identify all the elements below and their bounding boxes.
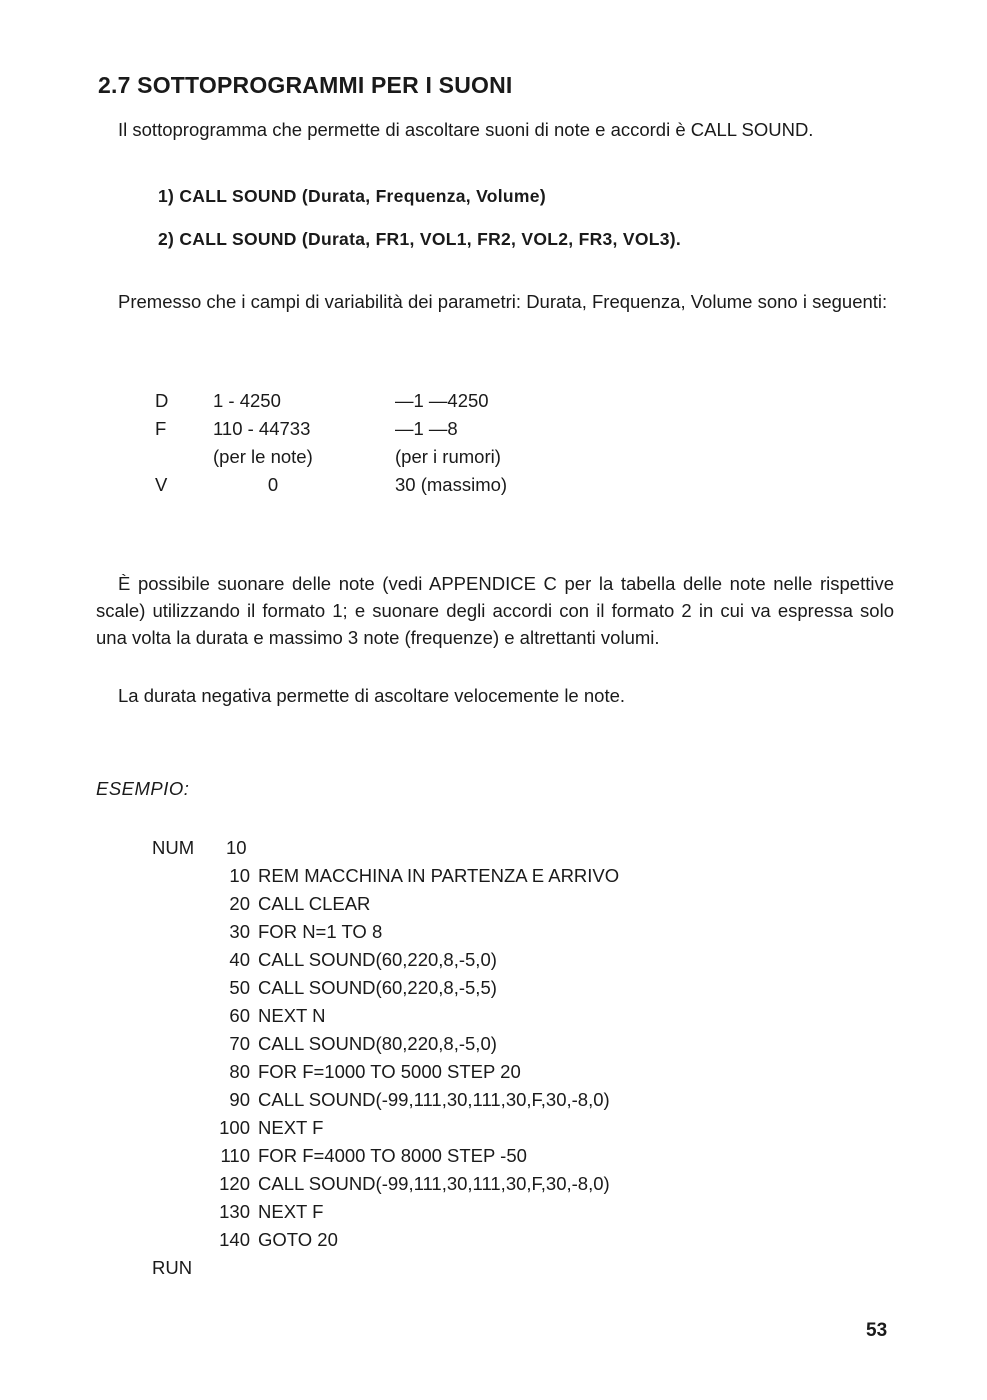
- code-line: [152, 1058, 712, 1086]
- formula-1: 1) CALL SOUND (Durata, Frequenza, Volume): [158, 186, 546, 206]
- line-statement: GOTO 20: [258, 1229, 338, 1250]
- code-line: [152, 862, 712, 890]
- code-line: [152, 1002, 712, 1030]
- line-number: 90: [229, 1089, 250, 1110]
- code-line: [152, 1226, 712, 1254]
- num-command: NUM: [152, 837, 195, 858]
- code-line: [152, 1198, 712, 1226]
- line-number: 20: [229, 893, 250, 914]
- line-number: 140: [219, 1229, 250, 1250]
- line-number: 40: [229, 949, 250, 970]
- range-row: [155, 387, 675, 415]
- intro-paragraph: Il sottoprogramma che permette di ascoltare suoni di note e accordi è CALL SOUND.: [118, 119, 814, 140]
- code-line: [152, 1114, 712, 1142]
- line-number: 80: [229, 1061, 250, 1082]
- range-row: [155, 471, 675, 499]
- range-positive: (per le note): [213, 446, 313, 467]
- line-number: 100: [219, 1117, 250, 1138]
- range-label: V: [155, 474, 168, 495]
- line-statement: CALL SOUND(60,220,8,-5,5): [258, 977, 497, 998]
- line-statement: CALL SOUND(-99,111,30,111,30,F,30,-8,0): [258, 1089, 610, 1110]
- line-number: 60: [229, 1005, 250, 1026]
- range-row: [155, 415, 675, 443]
- line-statement: CALL SOUND(80,220,8,-5,0): [258, 1033, 497, 1054]
- code-lines: [152, 862, 712, 1254]
- code-listing: [152, 834, 712, 1282]
- range-positive: 110 - 44733: [213, 418, 311, 439]
- range-positive: 1 - 4250: [213, 390, 281, 411]
- code-line: [152, 946, 712, 974]
- code-line: [152, 1030, 712, 1058]
- body-paragraph: La durata negativa permette di ascoltare velocemente le note.: [118, 685, 626, 706]
- code-line: [152, 890, 712, 918]
- formula-2: 2) CALL SOUND (Durata, FR1, VOL1, FR2, VOL2, FR3, VOL3).: [158, 229, 682, 249]
- range-label: D: [155, 390, 169, 411]
- section-heading: 2.7 SOTTOPROGRAMMI PER I SUONI: [98, 72, 513, 98]
- line-number: 50: [229, 977, 250, 998]
- num-value: 10: [226, 837, 247, 858]
- code-line: [152, 974, 712, 1002]
- range-label: F: [155, 418, 167, 439]
- line-statement: CALL SOUND(60,220,8,-5,0): [258, 949, 497, 970]
- line-number: 130: [219, 1201, 250, 1222]
- run-command: RUN: [152, 1257, 193, 1278]
- code-line: [152, 1086, 712, 1114]
- range-negative: —1 —4250: [395, 390, 489, 411]
- premise-paragraph: Premesso che i campi di variabilità dei parametri: Durata, Frequenza, Volume sono i seguenti:: [118, 291, 888, 312]
- code-line: [152, 918, 712, 946]
- line-statement: REM MACCHINA IN PARTENZA E ARRIVO: [258, 865, 620, 886]
- range-positive: 0: [267, 474, 279, 495]
- parameter-ranges-table: [155, 387, 675, 499]
- line-number: 110: [220, 1145, 250, 1166]
- line-statement: NEXT N: [258, 1005, 326, 1026]
- code-line: [152, 1254, 712, 1282]
- line-number: 70: [229, 1033, 250, 1054]
- example-label: ESEMPIO:: [96, 778, 190, 799]
- body-paragraph: È possibile suonare delle note (vedi APPENDICE C per la tabella delle note nelle rispettive scale) utilizzando il formato 1; e suonare degli accordi con il formato 2 in cui va espressa solo una volta la durata e massimo 3 note (frequenze) e altrettanti volumi.: [96, 573, 894, 648]
- line-statement: FOR N=1 TO 8: [258, 921, 383, 942]
- line-number: 30: [229, 921, 250, 942]
- line-statement: FOR F=4000 TO 8000 STEP -50: [258, 1145, 527, 1166]
- line-statement: CALL CLEAR: [258, 893, 371, 914]
- code-line: [152, 834, 712, 862]
- code-line: [152, 1170, 712, 1198]
- line-statement: FOR F=1000 TO 5000 STEP 20: [258, 1061, 521, 1082]
- line-number: 120: [219, 1173, 250, 1194]
- code-line: [152, 1142, 712, 1170]
- range-negative: 30 (massimo): [395, 474, 508, 495]
- line-number: 10: [229, 865, 250, 886]
- page-number: 53: [866, 1320, 888, 1341]
- range-row: [155, 443, 675, 471]
- range-negative: —1 —8: [395, 418, 458, 439]
- line-statement: CALL SOUND(-99,111,30,111,30,F,30,-8,0): [258, 1173, 610, 1194]
- range-negative: (per i rumori): [395, 446, 501, 467]
- line-statement: NEXT F: [258, 1117, 324, 1138]
- line-statement: NEXT F: [258, 1201, 324, 1222]
